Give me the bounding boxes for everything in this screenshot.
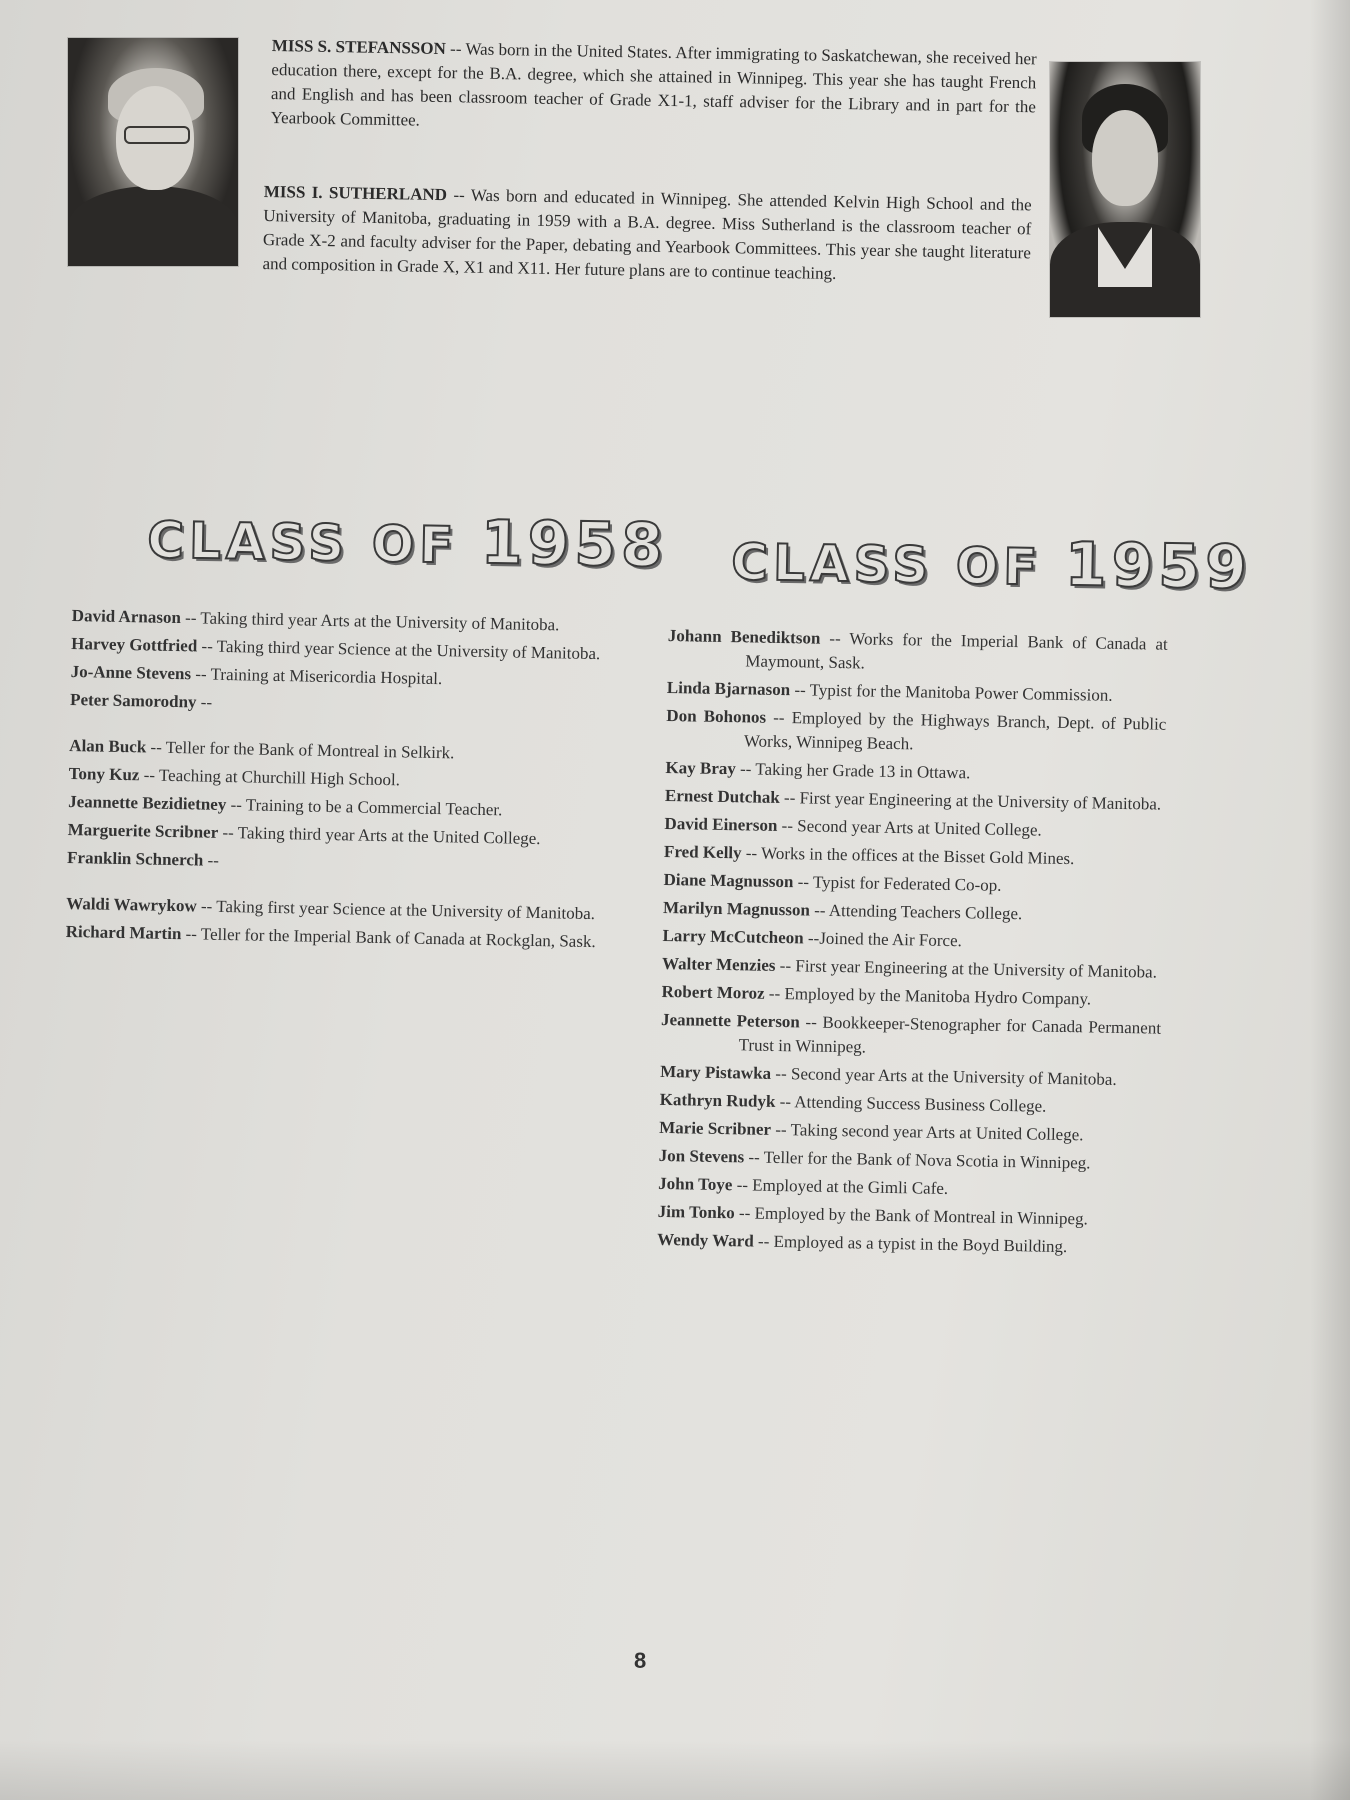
alumni-note: --	[196, 692, 213, 712]
class-1958-heading	[147, 502, 669, 581]
alumni-name: Franklin Schnerch	[66, 847, 204, 870]
alumni-note: -- Works in the offices at the Bisset Gold Mines.	[741, 843, 1075, 869]
list-item	[659, 1144, 1159, 1177]
alumni-name: Marilyn Magnusson	[662, 897, 811, 920]
list-item	[658, 1172, 1158, 1205]
alumni-note: -- First year Engineering at the University of Manitoba.	[775, 955, 1158, 982]
alumni-name: Ernest Dutchak	[664, 785, 780, 807]
teacher-bio-text: -- Was born and educated in Winnipeg. She attended Kelvin High School and the University of Manitoba, graduating in 1959 with a B.A. degree. Miss Sutherland is the classroom teacher of Grade X-2 and faculty adviser for the Paper, debating and Yearbook Committees. This year she taught literature and composition in Grade X, X1 and X11. Her future plans are to continue teaching.	[262, 185, 1032, 284]
alumni-note: -- Employed at the Gimli Cafe.	[732, 1175, 949, 1198]
page-edge-shadow	[1310, 0, 1350, 1800]
alumni-name: Jim Tonko	[657, 1201, 735, 1223]
alumni-name: Tony Kuz	[68, 763, 140, 785]
alumni-note: -- Second year Arts at United College.	[777, 815, 1042, 840]
heading-year: 1958	[480, 507, 669, 582]
alumni-name: Jo-Anne Stevens	[70, 661, 192, 684]
class-1958-list	[65, 604, 624, 959]
list-item	[663, 896, 1163, 929]
alumni-name: Linda Bjarnason	[666, 677, 791, 700]
alumni-name: Kay Bray	[665, 757, 737, 779]
alumni-note: -- Employed as a typist in the Boyd Building.	[753, 1231, 1068, 1257]
alumni-note: -- Bookkeeper-Stenographer for Canada Permanent Trust in Winnipeg.	[738, 1012, 1162, 1057]
list-item	[665, 756, 1165, 789]
alumni-note: -- Typist for the Manitoba Power Commission.	[790, 680, 1113, 705]
alumni-name: Mary Pistawka	[660, 1061, 772, 1083]
teacher-photo-sutherland	[1050, 62, 1200, 317]
alumni-name: Johann Benediktson	[667, 625, 821, 648]
alumni-name: Marie Scribner	[659, 1117, 772, 1139]
alumni-note: -- Taking her Grade 13 in Ottawa.	[735, 759, 971, 783]
alumni-name: Harvey Gottfried	[71, 633, 198, 656]
alumni-note: -- Teaching at Churchill High School.	[139, 765, 401, 790]
list-item	[659, 1088, 1159, 1121]
list-item	[664, 840, 1164, 873]
list-item	[661, 980, 1161, 1013]
page-bottom-shadow	[0, 1740, 1350, 1800]
alumni-name: Jeannette Bezidietney	[68, 791, 227, 814]
alumni-note: -- Taking third year Arts at the University of Manitoba.	[180, 608, 560, 635]
alumni-name: David Einerson	[664, 813, 778, 835]
heading-prefix: CLASS OF	[146, 510, 482, 575]
alumni-note: -- Employed by the Bank of Montreal in Winnipeg.	[734, 1203, 1088, 1229]
alumni-note: -- Taking first year Science at the University of Manitoba.	[196, 896, 596, 924]
teacher-bio-stefansson	[270, 34, 1037, 143]
alumni-note: -- Teller for the Imperial Bank of Canada at Rockglan, Sask.	[181, 924, 596, 952]
list-item	[662, 924, 1162, 957]
list-item	[660, 1060, 1160, 1093]
list-item	[659, 1116, 1159, 1149]
list-item	[658, 1200, 1158, 1233]
alumni-note: --Joined the Air Force.	[803, 928, 963, 951]
list-item	[660, 1008, 1161, 1065]
alumni-name: Larry McCutcheon	[662, 925, 804, 948]
alumni-name: Fred Kelly	[663, 841, 742, 863]
alumni-note: -- Attending Success Business College.	[775, 1091, 1047, 1116]
list-item	[666, 704, 1167, 761]
teacher-bio-sutherland	[262, 180, 1032, 289]
alumni-note: -- Teller for the Bank of Montreal in Selkirk.	[146, 737, 455, 763]
teacher-photo-stefansson	[68, 38, 238, 266]
alumni-note: --	[203, 850, 220, 870]
class-1959-list	[657, 624, 1168, 1265]
alumni-name: Walter Menzies	[661, 953, 776, 975]
alumni-name: Don Bohonos	[666, 705, 767, 727]
alumni-name: Jon Stevens	[658, 1145, 745, 1167]
heading-prefix: CLASS OF	[730, 532, 1066, 597]
alumni-name: David Arnason	[71, 605, 182, 628]
heading-year: 1959	[1064, 529, 1253, 604]
list-item	[65, 920, 617, 955]
list-item	[662, 952, 1162, 985]
class-1959-heading	[731, 524, 1253, 603]
alumni-note: -- Employed by the Highways Branch, Dept. of Public Works, Winnipeg Beach.	[743, 707, 1167, 754]
alumni-note: -- Employed by the Manitoba Hydro Company.	[764, 983, 1092, 1009]
alumni-name: Jeannette Peterson	[660, 1009, 801, 1032]
list-item	[665, 784, 1165, 817]
alumni-note: -- Training at Misericordia Hospital.	[190, 664, 443, 689]
alumni-note: -- First year Engineering at the University of Manitoba.	[779, 787, 1162, 814]
alumni-note: -- Taking third year Science at the University of Manitoba.	[197, 636, 601, 664]
list-item	[67, 846, 619, 881]
alumni-note: -- Taking third year Arts at the United College.	[218, 822, 541, 849]
alumni-note: -- Second year Arts at the University of Manitoba.	[770, 1063, 1117, 1089]
alumni-note: -- Attending Teachers College.	[809, 900, 1023, 924]
list-item	[664, 812, 1164, 845]
list-item	[667, 676, 1167, 709]
alumni-note: -- Taking second year Arts at United College.	[770, 1119, 1084, 1145]
alumni-note: -- Training to be a Commercial Teacher.	[226, 795, 503, 820]
alumni-name: Kathryn Rudyk	[659, 1089, 776, 1111]
alumni-name: Robert Moroz	[661, 981, 765, 1003]
teacher-name: MISS S. STEFANSSON	[271, 35, 447, 59]
alumni-name: Waldi Wawrykow	[66, 893, 197, 916]
list-item	[667, 624, 1168, 681]
list-item	[657, 1228, 1157, 1261]
teacher-bio-text: -- Was born in the United States. After immigrating to Saskatchewan, she received her education there, except for the B.A. degree, which she attained in Winnipeg. This year she has taught French and English and has been classroom teacher of Grade X1-1, staff adviser for the Library and in part for the Yearbook Committee.	[270, 39, 1037, 130]
alumni-name: Alan Buck	[69, 735, 147, 757]
alumni-note: -- Typist for Federated Co-op.	[793, 872, 1002, 895]
alumni-name: Peter Samorodny	[69, 689, 197, 712]
alumni-name: Wendy Ward	[657, 1229, 754, 1251]
teacher-name: MISS I. SUTHERLAND	[263, 181, 448, 205]
list-item	[70, 688, 622, 723]
alumni-name: Marguerite Scribner	[67, 819, 219, 842]
alumni-note: -- Teller for the Bank of Nova Scotia in Winnipeg.	[744, 1147, 1091, 1173]
list-item	[663, 868, 1163, 901]
alumni-name: John Toye	[658, 1173, 733, 1195]
alumni-name: Richard Martin	[65, 921, 182, 944]
page-number: 8	[634, 1648, 647, 1673]
alumni-note: -- Works for the Imperial Bank of Canada at Maymount, Sask.	[745, 628, 1168, 673]
alumni-name: Diane Magnusson	[663, 869, 794, 892]
